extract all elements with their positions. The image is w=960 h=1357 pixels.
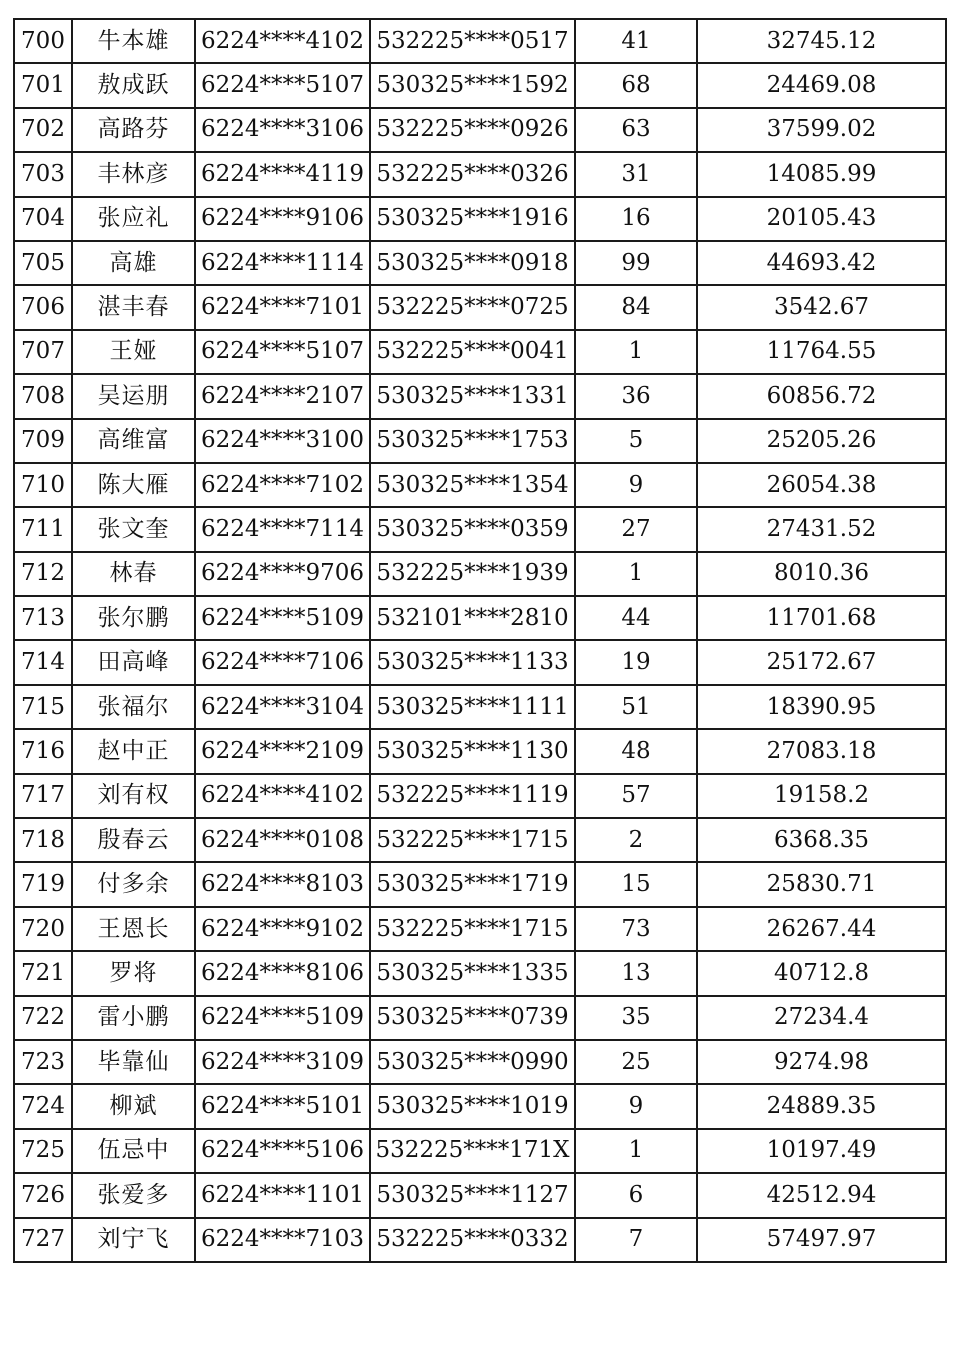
card-number-cell: 6224****4119: [195, 152, 370, 196]
amount-cell: 24889.35: [697, 1084, 946, 1128]
id-number-cell: 532225****1715: [370, 818, 575, 862]
card-number-cell: 6224****5109: [195, 596, 370, 640]
amount-cell: 8010.36: [697, 552, 946, 596]
id-number-cell: 530325****1335: [370, 951, 575, 995]
table-row: [14, 197, 946, 241]
table-row: [14, 419, 946, 463]
card-number-cell: 6224****3100: [195, 419, 370, 463]
name-cell: 牛本雄: [72, 19, 195, 63]
table-row: [14, 507, 946, 551]
id-number-cell: 530325****1111: [370, 685, 575, 729]
id-number-cell: 530325****1719: [370, 862, 575, 906]
table-row: [14, 241, 946, 285]
table-row: [14, 1173, 946, 1217]
row-number-cell: 721: [14, 951, 72, 995]
name-cell: 赵中正: [72, 729, 195, 773]
id-number-cell: 530325****0739: [370, 996, 575, 1040]
card-number-cell: 6224****7102: [195, 463, 370, 507]
count-cell: 25: [575, 1040, 697, 1084]
count-cell: 5: [575, 419, 697, 463]
count-cell: 9: [575, 463, 697, 507]
count-cell: 48: [575, 729, 697, 773]
name-cell: 张文奎: [72, 507, 195, 551]
amount-cell: 32745.12: [697, 19, 946, 63]
row-number-cell: 700: [14, 19, 72, 63]
count-cell: 16: [575, 197, 697, 241]
row-number-cell: 715: [14, 685, 72, 729]
row-number-cell: 717: [14, 774, 72, 818]
table-row: [14, 596, 946, 640]
id-number-cell: 532225****0517: [370, 19, 575, 63]
table-row: [14, 463, 946, 507]
table-row: [14, 19, 946, 63]
card-number-cell: 6224****5107: [195, 63, 370, 107]
table-row: [14, 774, 946, 818]
card-number-cell: 6224****5107: [195, 330, 370, 374]
id-number-cell: 532225****0332: [370, 1218, 575, 1262]
amount-cell: 57497.97: [697, 1218, 946, 1262]
name-cell: 高维富: [72, 419, 195, 463]
card-number-cell: 6224****0108: [195, 818, 370, 862]
card-number-cell: 6224****9102: [195, 907, 370, 951]
row-number-cell: 724: [14, 1084, 72, 1128]
table-row: [14, 818, 946, 862]
count-cell: 51: [575, 685, 697, 729]
card-number-cell: 6224****1114: [195, 241, 370, 285]
table-row: [14, 1040, 946, 1084]
id-number-cell: 530325****1130: [370, 729, 575, 773]
card-number-cell: 6224****3104: [195, 685, 370, 729]
amount-cell: 19158.2: [697, 774, 946, 818]
name-cell: 伍忌中: [72, 1129, 195, 1173]
amount-cell: 40712.8: [697, 951, 946, 995]
row-number-cell: 703: [14, 152, 72, 196]
table-row: [14, 330, 946, 374]
amount-cell: 27234.4: [697, 996, 946, 1040]
count-cell: 44: [575, 596, 697, 640]
count-cell: 73: [575, 907, 697, 951]
row-number-cell: 712: [14, 552, 72, 596]
card-number-cell: 6224****5109: [195, 996, 370, 1040]
table-row: [14, 640, 946, 684]
name-cell: 林春: [72, 552, 195, 596]
count-cell: 68: [575, 63, 697, 107]
count-cell: 99: [575, 241, 697, 285]
name-cell: 敖成跃: [72, 63, 195, 107]
amount-cell: 14085.99: [697, 152, 946, 196]
id-number-cell: 532225****0041: [370, 330, 575, 374]
name-cell: 柳斌: [72, 1084, 195, 1128]
name-cell: 吴运朋: [72, 374, 195, 418]
card-number-cell: 6224****7101: [195, 285, 370, 329]
table-row: [14, 1129, 946, 1173]
table-row: [14, 152, 946, 196]
row-number-cell: 702: [14, 108, 72, 152]
count-cell: 36: [575, 374, 697, 418]
count-cell: 15: [575, 862, 697, 906]
name-cell: 张福尔: [72, 685, 195, 729]
amount-cell: 27083.18: [697, 729, 946, 773]
row-number-cell: 706: [14, 285, 72, 329]
table-row: [14, 1218, 946, 1262]
name-cell: 陈大雁: [72, 463, 195, 507]
id-number-cell: 532225****0326: [370, 152, 575, 196]
table-row: [14, 63, 946, 107]
row-number-cell: 709: [14, 419, 72, 463]
id-number-cell: 530325****1592: [370, 63, 575, 107]
row-number-cell: 727: [14, 1218, 72, 1262]
card-number-cell: 6224****9706: [195, 552, 370, 596]
name-cell: 王娅: [72, 330, 195, 374]
amount-cell: 25205.26: [697, 419, 946, 463]
table-row: [14, 996, 946, 1040]
count-cell: 9: [575, 1084, 697, 1128]
card-number-cell: 6224****7114: [195, 507, 370, 551]
count-cell: 35: [575, 996, 697, 1040]
name-cell: 殷春云: [72, 818, 195, 862]
name-cell: 湛丰春: [72, 285, 195, 329]
table-row: [14, 729, 946, 773]
row-number-cell: 722: [14, 996, 72, 1040]
card-number-cell: 6224****5106: [195, 1129, 370, 1173]
amount-cell: 6368.35: [697, 818, 946, 862]
row-number-cell: 701: [14, 63, 72, 107]
name-cell: 高雄: [72, 241, 195, 285]
id-number-cell: 530325****1127: [370, 1173, 575, 1217]
row-number-cell: 708: [14, 374, 72, 418]
id-number-cell: 532101****2810: [370, 596, 575, 640]
name-cell: 张应礼: [72, 197, 195, 241]
id-number-cell: 532225****1119: [370, 774, 575, 818]
name-cell: 高路芬: [72, 108, 195, 152]
id-number-cell: 532225****1939: [370, 552, 575, 596]
row-number-cell: 713: [14, 596, 72, 640]
amount-cell: 44693.42: [697, 241, 946, 285]
amount-cell: 37599.02: [697, 108, 946, 152]
name-cell: 刘宁飞: [72, 1218, 195, 1262]
amount-cell: 10197.49: [697, 1129, 946, 1173]
table-row: [14, 862, 946, 906]
card-number-cell: 6224****4102: [195, 774, 370, 818]
table-row: [14, 374, 946, 418]
id-number-cell: 530325****1019: [370, 1084, 575, 1128]
row-number-cell: 723: [14, 1040, 72, 1084]
id-number-cell: 530325****0918: [370, 241, 575, 285]
count-cell: 84: [575, 285, 697, 329]
row-number-cell: 720: [14, 907, 72, 951]
card-number-cell: 6224****2107: [195, 374, 370, 418]
amount-cell: 25830.71: [697, 862, 946, 906]
id-number-cell: 532225****1715: [370, 907, 575, 951]
count-cell: 7: [575, 1218, 697, 1262]
count-cell: 1: [575, 1129, 697, 1173]
table-row: [14, 907, 946, 951]
amount-cell: 11701.68: [697, 596, 946, 640]
card-number-cell: 6224****8106: [195, 951, 370, 995]
row-number-cell: 714: [14, 640, 72, 684]
count-cell: 41: [575, 19, 697, 63]
count-cell: 19: [575, 640, 697, 684]
row-number-cell: 726: [14, 1173, 72, 1217]
row-number-cell: 704: [14, 197, 72, 241]
amount-cell: 60856.72: [697, 374, 946, 418]
card-number-cell: 6224****1101: [195, 1173, 370, 1217]
amount-cell: 3542.67: [697, 285, 946, 329]
id-number-cell: 530325****0359: [370, 507, 575, 551]
count-cell: 31: [575, 152, 697, 196]
card-number-cell: 6224****3109: [195, 1040, 370, 1084]
amount-cell: 20105.43: [697, 197, 946, 241]
row-number-cell: 725: [14, 1129, 72, 1173]
id-number-cell: 530325****1916: [370, 197, 575, 241]
id-number-cell: 532225****0926: [370, 108, 575, 152]
row-number-cell: 705: [14, 241, 72, 285]
name-cell: 丰林彦: [72, 152, 195, 196]
amount-cell: 11764.55: [697, 330, 946, 374]
card-number-cell: 6224****4102: [195, 19, 370, 63]
count-cell: 2: [575, 818, 697, 862]
row-number-cell: 718: [14, 818, 72, 862]
amount-cell: 42512.94: [697, 1173, 946, 1217]
count-cell: 27: [575, 507, 697, 551]
count-cell: 57: [575, 774, 697, 818]
name-cell: 雷小鹏: [72, 996, 195, 1040]
name-cell: 毕靠仙: [72, 1040, 195, 1084]
count-cell: 13: [575, 951, 697, 995]
amount-cell: 25172.67: [697, 640, 946, 684]
id-number-cell: 532225****0725: [370, 285, 575, 329]
id-number-cell: 530325****1133: [370, 640, 575, 684]
name-cell: 付多余: [72, 862, 195, 906]
count-cell: 1: [575, 330, 697, 374]
name-cell: 王恩长: [72, 907, 195, 951]
table-body: [14, 19, 946, 1262]
id-number-cell: 530325****1331: [370, 374, 575, 418]
name-cell: 张爱多: [72, 1173, 195, 1217]
id-number-cell: 530325****1753: [370, 419, 575, 463]
table-row: [14, 108, 946, 152]
table-row: [14, 1084, 946, 1128]
card-number-cell: 6224****3106: [195, 108, 370, 152]
count-cell: 63: [575, 108, 697, 152]
card-number-cell: 6224****7106: [195, 640, 370, 684]
table-row: [14, 552, 946, 596]
card-number-cell: 6224****9106: [195, 197, 370, 241]
amount-cell: 18390.95: [697, 685, 946, 729]
table-row: [14, 685, 946, 729]
card-number-cell: 6224****8103: [195, 862, 370, 906]
row-number-cell: 719: [14, 862, 72, 906]
amount-cell: 26267.44: [697, 907, 946, 951]
card-number-cell: 6224****5101: [195, 1084, 370, 1128]
table-row: [14, 951, 946, 995]
count-cell: 1: [575, 552, 697, 596]
card-number-cell: 6224****7103: [195, 1218, 370, 1262]
amount-cell: 26054.38: [697, 463, 946, 507]
name-cell: 田高峰: [72, 640, 195, 684]
id-number-cell: 532225****171X: [370, 1129, 575, 1173]
row-number-cell: 707: [14, 330, 72, 374]
count-cell: 6: [575, 1173, 697, 1217]
card-number-cell: 6224****2109: [195, 729, 370, 773]
row-number-cell: 710: [14, 463, 72, 507]
id-number-cell: 530325****1354: [370, 463, 575, 507]
amount-cell: 9274.98: [697, 1040, 946, 1084]
table-row: [14, 285, 946, 329]
name-cell: 罗将: [72, 951, 195, 995]
id-number-cell: 530325****0990: [370, 1040, 575, 1084]
amount-cell: 27431.52: [697, 507, 946, 551]
row-number-cell: 711: [14, 507, 72, 551]
row-number-cell: 716: [14, 729, 72, 773]
data-table: [13, 18, 947, 1263]
name-cell: 张尔鹏: [72, 596, 195, 640]
amount-cell: 24469.08: [697, 63, 946, 107]
name-cell: 刘有权: [72, 774, 195, 818]
